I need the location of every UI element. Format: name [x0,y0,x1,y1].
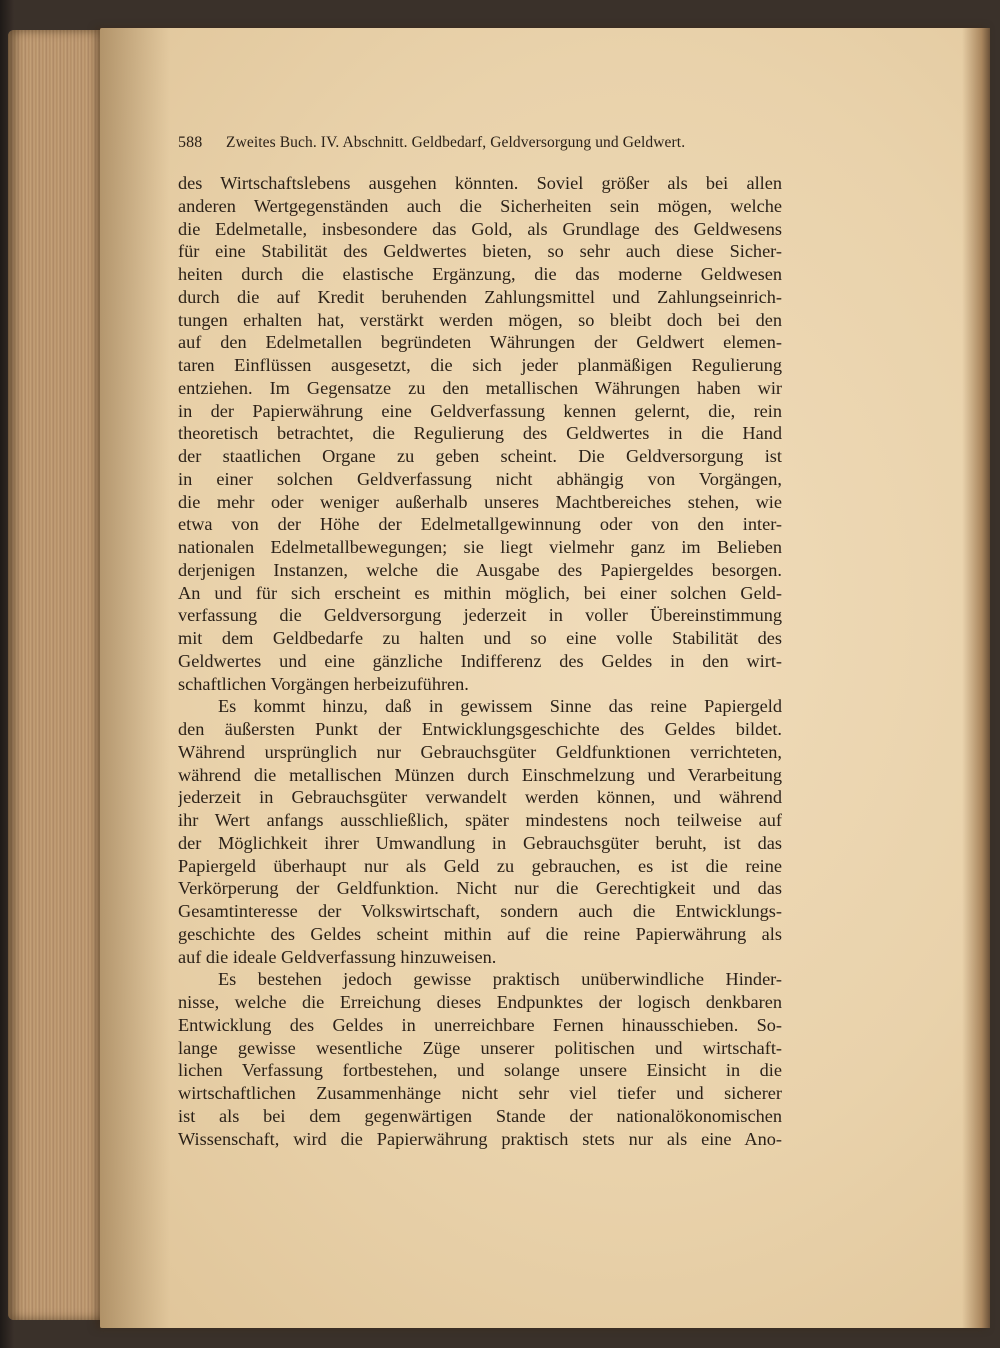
text-line: An und für sich erscheint es mithin möglich, bei einer solchen Geld- [178,582,782,603]
text-line: tungen erhalten hat, verstärkt werden mögen, so bleibt doch bei den [178,309,782,330]
text-line: heiten durch die elastische Ergänzung, die das moderne Geldwesen [178,264,782,284]
text-line: auf die ideale Geldverfassung hinzuweisen. [178,946,497,967]
text-line: den äußersten Punkt der Entwicklungsgeschichte des Geldes bildet. [178,719,782,739]
text-line: anderen Wertgegenständen auch die Sicherheiten sein mögen, welche [178,195,782,216]
text-block [178,130,782,1150]
text-line: Während ursprünglich nur Gebrauchsgüter Geldfunktionen verrichteten, [178,741,782,762]
text-line: nisse, welche die Erreichung dieses Endpunktes der logisch denkbaren [178,992,782,1012]
text-line: Geldwertes und eine gänzliche Indifferenz des Geldes in den wirt- [178,650,782,671]
text-line: taren Einflüssen ausgesetzt, die sich jeder planmäßigen Regulierung [178,355,782,375]
text-line: Gesamtinteresse der Volkswirtschaft, sondern auch die Entwicklungs- [178,901,782,921]
text-line: der staatlichen Organe zu geben scheint. Die Geldversorgung ist [178,446,782,466]
text-line: Papiergeld überhaupt nur als Geld zu gebrauchen, es ist die reine [178,855,782,876]
text-line: derjenigen Instanzen, welche die Ausgabe des Papiergeldes besorgen. [178,559,782,580]
text-line: der Möglichkeit ihrer Umwandlung in Gebrauchsgüter beruht, ist das [178,832,782,853]
text-line: schaftlichen Vorgängen herbeizuführen. [178,673,469,694]
text-line: Wissenschaft, wird die Papierwährung praktisch stets nur als eine Ano- [178,1128,782,1149]
text-line: während die metallischen Münzen durch Einschmelzung und Verarbeitung [178,764,782,785]
text-line: Es bestehen jedoch gewisse praktisch unüberwindliche Hinder- [218,969,782,990]
text-line: durch die auf Kredit beruhenden Zahlungsmittel und Zahlungseinrich- [178,286,782,307]
text-line: Verkörperung der Geldfunktion. Nicht nur die Gerechtigkeit und das [178,878,782,899]
text-line: für eine Stabilität des Geldwertes bieten, so sehr auch diese Sicher- [178,241,782,262]
text-line: verfassung die Geldversorgung jederzeit in voller Übereinstimmung [178,605,782,626]
page-number: 588 [178,134,203,151]
text-line: auf den Edelmetallen begründeten Währungen der Geldwert elemen- [178,332,782,353]
text-line: lange gewisse wesentliche Züge unserer politischen und wirtschaft- [178,1037,782,1058]
body-text [178,172,782,1150]
text-line: ist als bei dem gegenwärtigen Stande der nationalökonomischen [178,1105,782,1126]
text-line: die Edelmetalle, insbesondere das Gold, als Grundlage des Geldwesens [178,218,782,239]
text-line: des Wirtschaftslebens ausgehen könnten. Soviel größer als bei allen [178,173,782,193]
text-line: wirtschaftlichen Zusammenhänge nicht sehr viel tiefer und sicherer [178,1083,782,1103]
text-line: in der Papierwährung eine Geldverfassung kennen gelernt, die, rein [178,400,782,421]
text-line: nationalen Edelmetallbewegungen; sie liegt vielmehr ganz im Belieben [178,537,782,557]
text-line: die mehr oder weniger außerhalb unseres Machtbereiches stehen, wie [178,491,782,512]
text-line: entziehen. Im Gegensatze zu den metallischen Währungen haben wir [178,377,782,398]
text-line: mit dem Geldbedarfe zu halten und so eine volle Stabilität des [178,628,782,648]
text-line: lichen Verfassung fortbestehen, und solange unsere Einsicht in die [178,1060,782,1081]
page-gutter-shadow [100,28,170,1328]
page-right-edge [962,28,990,1328]
text-line: etwa von der Höhe der Edelmetallgewinnung oder von den inter- [178,514,782,535]
text-line: theoretisch betrachtet, die Regulierung des Geldwertes in die Hand [178,423,782,444]
running-head-title: Zweites Buch. IV. Abschnitt. Geldbedarf, Geldversorgung und Geldwert. [226,134,686,151]
text-line: in einer solchen Geldverfassung nicht abhängig von Vorgängen, [178,468,782,489]
text-line: geschichte des Geldes scheint mithin auf die reine Papierwährung als [178,923,782,944]
text-line: Entwicklung des Geldes in unerreichbare Fernen hinausschieben. So- [178,1014,782,1035]
text-line: ihr Wert anfangs ausschließlich, später mindestens noch teilweise auf [178,810,782,830]
text-line: jederzeit in Gebrauchsgüter verwandelt werden können, und während [178,787,782,808]
running-head [178,130,782,160]
text-line: Es kommt hinzu, daß in gewissem Sinne das reine Papiergeld [218,696,782,717]
